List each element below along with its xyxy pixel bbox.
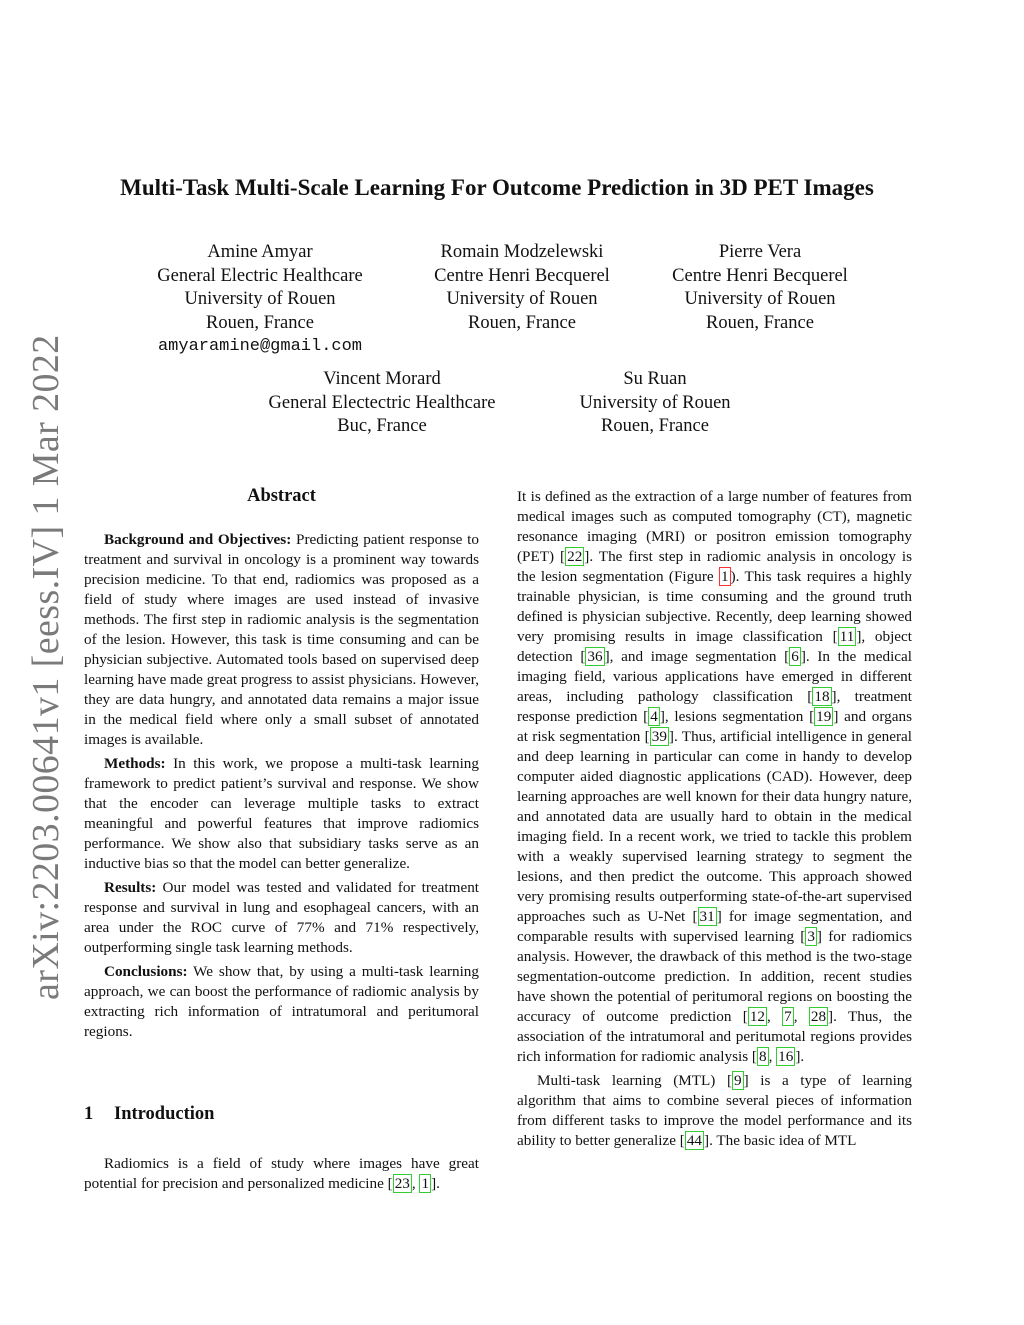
text-run: ] for image segmentation, and comparable results with supervised learning [ [517,908,912,945]
intro-paragraph-2 [517,487,912,1067]
author-location: Rouen, France [206,312,314,333]
intro-paragraph-1 [84,1154,479,1194]
text-run: ], treatment response prediction [ [517,688,912,725]
citation-link[interactable]: 18 [814,688,830,705]
text-run: ], and image segmentation [ [604,648,790,665]
author-name: Romain Modzelewski [440,242,604,262]
author-affiliation: University of Rouen [184,289,336,309]
text-run: ]. The basic idea of MTL [704,1132,857,1149]
text-run: , [767,1008,783,1025]
figure-link[interactable]: 1 [721,568,729,585]
author-location: Buc, France [337,416,427,436]
author-affiliation: University of Rouen [684,289,836,309]
author-name: Pierre Vera [718,242,802,262]
methods-text: In this work, we propose a multi-task learning framework to predict patient’s survival and response. We show that the encoder can leverage multiple tasks to extract meaningful and powerful features that improve radiomics performance. We show also that subsidiary tasks serve as an inductive bias so that the model can better generalize. [84,755,479,872]
author-block-5 [540,368,770,439]
author-affiliation: General Electric Healthcare [157,265,363,286]
author-block-1 [130,241,390,359]
author-affiliation: General Electectric Healthcare [268,392,496,413]
citation-link[interactable]: 11 [839,628,855,645]
section-heading-introduction [84,1102,214,1126]
citation-link[interactable]: 39 [651,728,667,745]
text-run: , [793,1008,809,1025]
citation-link[interactable]: 16 [778,1048,794,1065]
citation-link[interactable]: 1 [421,1175,430,1192]
author-name: Vincent Morard [323,369,441,389]
author-affiliation: University of Rouen [446,289,598,309]
text-run: It is defined as the extraction of a large number of features from medical images such as computed tomography (CT), magnetic resonance imaging (MRI) or positron emission tomography (PET) [ [517,488,912,565]
text-run: ]. The first step in radiomic analysis in oncology is the lesion segmentation (Figure [517,548,912,585]
background-text: Predicting patient response to treatment and survival in oncology is a prominent way towards precision medicine. To that end, radiomics was proposed as a field of study where images are used instead of invasive methods. The first step in radiomic analysis is the segmentation of the lesion. However, this task is time consuming and can be physician subjective. Automated tools based on supervised deep learning have made great progress to assist physicians. However, they are data hungry, and annotated data remains a major issue in the medical field where only a small subset of annotated images is available. [84,531,479,748]
text-run: , [411,1175,420,1192]
section-title: Introduction [114,1104,215,1124]
results-text: Our model was tested and validated for treatment response and survival in lung and esophageal cancers, with an area under the ROC curve of 77% and 71% respectively, outperforming single task learning methods. [84,879,480,956]
introduction-right-text [517,487,912,1155]
text-run: ]. In the medical imaging field, various applications have emerged in different areas, including pathology classification [ [517,648,912,705]
text-run: ]. Thus, artificial intelligence in general and deep learning in particular can come in handy to develop computer aided diagnostic applications (CAD). However, deep learning approaches are well known for their data hungry nature, and annotated data are usually hard to obtain in the medical imaging field. In a recent work, we tried to tackle this problem with a weakly supervised learning strategy to segment the lesions, and then predict the outcome. This approach showed very promising results outperforming state-of-the-art supervised approaches such as U-Net [ [517,728,912,925]
abstract-methods [84,754,479,874]
author-email: amyaramine@gmail.com [157,337,363,356]
abstract-background [84,530,479,750]
citation-link[interactable]: 28 [810,1008,827,1025]
citation-link[interactable]: 6 [791,648,799,665]
abstract-heading: Abstract [247,486,316,506]
citation-link[interactable]: 31 [699,908,715,925]
text-run: ]. Thus, the association of the intratumoral and peritumotal regions provides rich information for radiomic analysis [ [517,1008,913,1065]
text-run: ], object detection [ [517,628,912,665]
abstract-body [84,530,479,1046]
abstract-results [84,878,479,958]
author-location: Rouen, France [468,312,576,333]
citation-link[interactable]: 36 [587,648,603,665]
citation-link[interactable]: 9 [734,1072,742,1089]
citation-link[interactable]: 23 [394,1175,410,1192]
author-location: Rouen, France [706,312,814,333]
text-run: ]. [431,1175,440,1192]
methods-label: Methods: [104,755,166,772]
text-run: ]. [795,1048,805,1065]
author-block-4 [242,368,522,439]
citation-link[interactable]: 12 [749,1008,766,1025]
citation-link[interactable]: 44 [686,1132,703,1149]
author-affiliation: University of Rouen [579,392,731,413]
conclusions-text: We show that, by using a multi-task learning approach, we can boost the performance of radiomic analysis by extracting rich information of intratumoral and peritumoral regions. [84,963,479,1040]
conclusions-label: Conclusions: [104,963,188,980]
text-run: ). This task requires a highly trainable physician, is time consuming and the ground truth defined is physician subjective. Recently, deep learning showed very promising results in image classification [ [517,568,912,645]
citation-link[interactable]: 8 [758,1048,767,1065]
citation-link[interactable]: 4 [650,708,658,725]
author-name: Amine Amyar [207,242,313,262]
text-run: Multi-task learning (MTL) [ [537,1072,733,1089]
author-affiliation: Centre Henri Becquerel [672,265,848,286]
text-run: ] for radiomics analysis. However, the drawback of this method is the two-stage segmentation-outcome prediction. In addition, recent studies have shown the potential of peritumoral regions on boosting the accuracy of outcome prediction [ [517,928,913,1025]
intro-paragraph-3 [517,1071,912,1151]
author-location: Rouen, France [601,416,709,436]
abstract-conclusions [84,962,479,1042]
citation-link[interactable]: 3 [807,928,815,945]
background-label: Background and Objectives: [104,531,292,548]
text-run: Radiomics is a field of study where images have great potential for precision and personalized medicine [ [84,1155,479,1192]
citation-link[interactable]: 22 [567,548,583,565]
author-block-2 [392,241,652,335]
text-run: ] is a type of learning algorithm that aims to combine several pieces of information from different tasks to improve the model performance and its ability to better generalize [ [517,1072,912,1149]
arxiv-identifier: arXiv:2203.00641v1 [eess.IV] 1 Mar 2022 [25,334,67,1000]
text-run: , [768,1048,777,1065]
author-name: Su Ruan [623,369,687,389]
author-affiliation: Centre Henri Becquerel [434,265,610,286]
text-run: ], lesions segmentation [ [659,708,815,725]
citation-link[interactable]: 7 [784,1008,792,1025]
paper-title: Multi-Task Multi-Scale Learning For Outcome Prediction in 3D PET Images [120,175,874,200]
author-block-3 [630,241,890,335]
text-run: ] and organs at risk segmentation [ [517,708,912,745]
citation-link[interactable]: 19 [816,708,832,725]
section-number: 1 [84,1104,94,1124]
introduction-left-text [84,1154,479,1198]
results-label: Results: [104,879,157,896]
